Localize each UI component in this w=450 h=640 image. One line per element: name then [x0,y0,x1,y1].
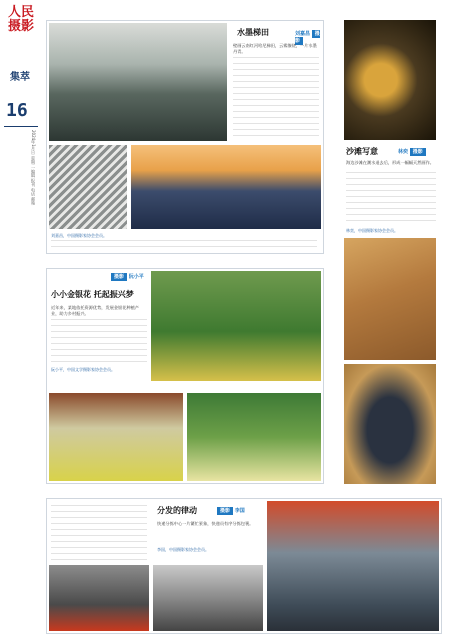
divider [4,126,38,127]
article-honeysuckle [46,268,324,484]
issue-meta: 2024年1月日 星期二 编辑 报刊 电话 邮箱 [31,130,36,206]
article-title: 小小金银花 托起振兴梦 [51,289,134,299]
sorting-photo-3 [267,501,439,631]
terrace-photo-2 [49,145,127,229]
body-lines [346,172,436,226]
beach-photo-2 [344,238,436,360]
article-body: 壁画云南红河哈尼梯田，云雾缭绕，一片水墨丹青。 [233,43,317,54]
terrace-main-photo [49,23,227,141]
article-sorting [46,498,442,634]
article-title: 水墨梯田 [237,27,269,37]
caption-lines [51,240,317,252]
masthead-logo: 人民摄影 [8,5,35,34]
credit: 摄影 阮小平 [111,273,144,280]
article-terraces [46,20,324,254]
article-title: 沙滩写意 [346,146,378,156]
beach-photo-3 [344,364,436,484]
credit: 摄影 李国 [217,507,245,514]
article-body: 海边沙滩在潮水退去后，形成一幅幅天然画作。 [346,160,434,165]
honeysuckle-photo-1 [151,271,321,381]
caption: 李国，中国摄影家协会会员。 [157,547,209,552]
sorting-photo-1 [49,565,149,631]
intro-lines [51,505,147,563]
caption: 林奕，中国摄影家协会会员。 [346,228,398,233]
body-lines [233,57,319,141]
article-title: 分发的律动 [157,505,197,515]
honeysuckle-photo-2 [49,393,183,481]
beach-photo-1 [344,20,436,140]
honeysuckle-photo-3 [187,393,321,481]
page-number: 16 [6,100,28,121]
sorting-photo-2 [153,565,263,631]
credit: 林奕 摄影 [398,148,426,155]
terrace-photo-3 [131,145,321,229]
article-body: 近年来，某地依托资源优势，发展金银花种植产业，助力乡村振兴。 [51,305,139,316]
article-body: 快递分拣中心一片繁忙景象，快递员有序分拣包裹。 [157,521,254,526]
body-lines [51,319,147,365]
section-label: 集萃 [10,72,30,83]
caption: 刘嘉昌，中国摄影家协会会员。 [51,233,107,238]
caption: 阮小平，中国文学摄影家协会会员。 [51,367,115,372]
credit: 刘嘉昌 摄影 [295,31,320,44]
